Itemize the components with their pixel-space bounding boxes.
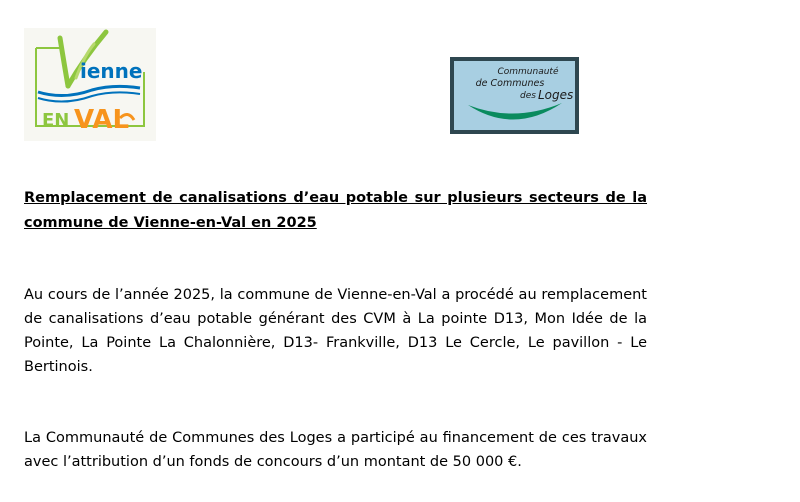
svg-text:de Communes: de Communes (475, 78, 545, 89)
ccl-logo (450, 57, 579, 134)
svg-text:des: des (520, 91, 536, 101)
paragraph-2: La Communauté de Communes des Loges a participé au financement de ces travaux avec l’attribution d’un fonds de concours d’un montant de 50 000 €. (24, 430, 647, 470)
svg-text:EN: EN (42, 110, 70, 131)
svg-text:Loges: Loges (538, 88, 574, 102)
ccl-logo-graphic (450, 57, 579, 134)
vienne-en-val-logo (24, 28, 156, 141)
svg-text:VAL: VAL (74, 105, 130, 135)
svg-text:Communauté: Communauté (497, 67, 559, 77)
vienne-en-val-logo-graphic (24, 28, 156, 141)
paragraph-1: Au cours de l’année 2025, la commune de Vienne-en-Val a procédé au remplacement de canalisations d’eau potable générant des CVM à La pointe D13, Mon Idée de la Pointe, La Pointe La Chalonnière, D13- Frankville, D13 Le Cercle, Le pavillon - Le Bertinois. (24, 287, 647, 375)
svg-text:ienne: ienne (80, 59, 143, 83)
document-heading: Remplacement de canalisations d’eau potable sur plusieurs secteurs de la commune de Vienne-en-Val en 2025 (24, 190, 647, 231)
